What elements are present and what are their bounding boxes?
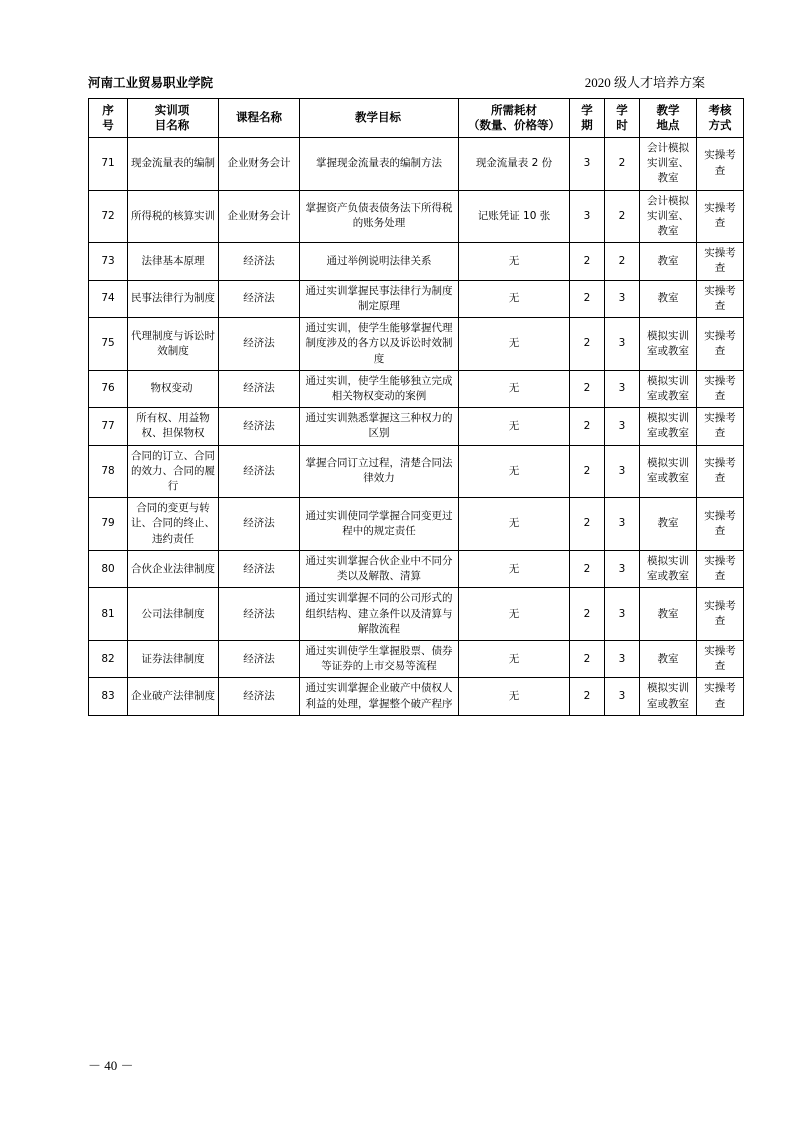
cell-material: 无 [459,678,570,715]
cell-place: 模拟实训室或教室 [640,318,697,371]
cell-no: 77 [89,408,128,445]
table-row [89,498,744,551]
cell-no: 74 [89,280,128,317]
column-header-place [640,99,697,138]
table-row [89,641,744,678]
cell-material: 记账凭证 10 张 [459,190,570,243]
cell-course: 经济法 [219,641,300,678]
table-head [89,99,744,138]
cell-term: 2 [570,498,605,551]
cell-assess: 实操考查 [697,280,744,317]
cell-assess: 实操考查 [697,550,744,587]
table-header-row [89,99,744,138]
cell-no: 73 [89,243,128,280]
table-row [89,370,744,407]
cell-project-name: 合同的变更与转让、合同的终止、违约责任 [128,498,219,551]
cell-project-name: 所得税的核算实训 [128,190,219,243]
cell-term: 3 [570,137,605,190]
cell-hours: 3 [605,550,640,587]
cell-goal: 掌握现金流量表的编制方法 [300,137,459,190]
table-row [89,408,744,445]
table-row [89,588,744,641]
cell-term: 2 [570,445,605,498]
cell-goal: 通过实训熟悉掌握这三种权力的区别 [300,408,459,445]
cell-no: 79 [89,498,128,551]
cell-assess: 实操考查 [697,408,744,445]
table-body [89,137,744,715]
cell-assess: 实操考查 [697,445,744,498]
cell-project-name: 物权变动 [128,370,219,407]
cell-hours: 3 [605,445,640,498]
cell-project-name: 合同的订立、合同的效力、合同的履行 [128,445,219,498]
cell-material: 无 [459,550,570,587]
cell-assess: 实操考查 [697,588,744,641]
cell-hours: 3 [605,641,640,678]
column-header-assess-line1: 考核 [708,103,732,117]
cell-hours: 3 [605,280,640,317]
cell-assess: 实操考查 [697,370,744,407]
cell-place: 模拟实训室或教室 [640,445,697,498]
column-header-material [459,99,570,138]
column-header-hours-line2: 时 [616,117,628,132]
cell-goal: 通过实训，使学生能够独立完成相关物权变动的案例 [300,370,459,407]
cell-no: 78 [89,445,128,498]
cell-material: 无 [459,370,570,407]
cell-course: 经济法 [219,318,300,371]
cell-material: 现金流量表 2 份 [459,137,570,190]
column-header-assess [697,99,744,138]
table-row [89,190,744,243]
cell-term: 2 [570,408,605,445]
cell-goal: 掌握合同订立过程，清楚合同法律效力 [300,445,459,498]
table-row [89,137,744,190]
cell-assess: 实操考查 [697,137,744,190]
cell-material: 无 [459,318,570,371]
cell-no: 83 [89,678,128,715]
table-row [89,243,744,280]
table-row [89,445,744,498]
cell-assess: 实操考查 [697,243,744,280]
column-header-material-line2: （数量、价格等） [468,117,560,132]
column-header-project-name [128,99,219,138]
cell-material: 无 [459,641,570,678]
cell-goal: 通过实训使学生掌握股票、债券等证券的上市交易等流程 [300,641,459,678]
table-row [89,550,744,587]
training-projects-table [88,98,744,716]
cell-term: 2 [570,678,605,715]
cell-term: 2 [570,280,605,317]
cell-goal: 通过举例说明法律关系 [300,243,459,280]
cell-hours: 3 [605,408,640,445]
column-header-course: 课程名称 [219,99,300,138]
cell-hours: 2 [605,190,640,243]
table-row [89,280,744,317]
cell-project-name: 企业破产法律制度 [128,678,219,715]
cell-no: 72 [89,190,128,243]
cell-hours: 3 [605,498,640,551]
column-header-hours-line1: 学 [616,103,628,117]
column-header-place-line2: 地点 [656,117,680,132]
cell-assess: 实操考查 [697,641,744,678]
cell-project-name: 证券法律制度 [128,641,219,678]
page-footer: － 40 － [88,1058,134,1073]
cell-assess: 实操考查 [697,190,744,243]
cell-no: 76 [89,370,128,407]
cell-place: 教室 [640,280,697,317]
column-header-project-name-line1: 实训项 [154,103,190,117]
cell-course: 经济法 [219,370,300,407]
cell-term: 2 [570,243,605,280]
header-left-text: 河南工业贸易职业学院 [88,75,214,90]
column-header-assess-line2: 方式 [708,117,732,132]
cell-term: 2 [570,318,605,371]
cell-no: 82 [89,641,128,678]
cell-term: 2 [570,588,605,641]
cell-goal: 掌握资产负债表债务法下所得税的账务处理 [300,190,459,243]
column-header-no-line2: 号 [102,117,114,132]
cell-course: 经济法 [219,243,300,280]
column-header-term-line2: 期 [581,117,593,132]
cell-course: 经济法 [219,550,300,587]
column-header-term [570,99,605,138]
cell-material: 无 [459,408,570,445]
table-row [89,318,744,371]
column-header-place-line1: 教学 [656,103,680,117]
cell-goal: 通过实训掌握不同的公司形式的组织结构、建立条件以及清算与解散流程 [300,588,459,641]
cell-course: 经济法 [219,678,300,715]
cell-course: 经济法 [219,280,300,317]
cell-hours: 2 [605,243,640,280]
header-right-text: 2020 级人才培养方案 [584,75,705,90]
cell-assess: 实操考查 [697,498,744,551]
page-header [88,72,705,91]
cell-course: 经济法 [219,498,300,551]
table-row [89,678,744,715]
cell-place: 教室 [640,641,697,678]
cell-material: 无 [459,445,570,498]
cell-hours: 3 [605,678,640,715]
cell-no: 81 [89,588,128,641]
cell-material: 无 [459,588,570,641]
cell-place: 模拟实训室或教室 [640,408,697,445]
cell-no: 80 [89,550,128,587]
column-header-no-line1: 序 [102,103,114,117]
cell-hours: 3 [605,588,640,641]
cell-material: 无 [459,498,570,551]
cell-course: 经济法 [219,588,300,641]
cell-term: 2 [570,550,605,587]
cell-project-name: 代理制度与诉讼时效制度 [128,318,219,371]
column-header-goal: 教学目标 [300,99,459,138]
cell-term: 2 [570,370,605,407]
column-header-material-line1: 所需耗材 [491,103,537,117]
column-header-hours [605,99,640,138]
cell-assess: 实操考查 [697,318,744,371]
cell-assess: 实操考查 [697,678,744,715]
cell-project-name: 现金流量表的编制 [128,137,219,190]
cell-hours: 2 [605,137,640,190]
cell-hours: 3 [605,370,640,407]
column-header-term-line1: 学 [581,103,593,117]
cell-place: 模拟实训室或教室 [640,370,697,407]
cell-project-name: 所有权、用益物权、担保物权 [128,408,219,445]
cell-goal: 通过实训掌握合伙企业中不同分类以及解散、清算 [300,550,459,587]
cell-place: 模拟实训室或教室 [640,550,697,587]
cell-project-name: 公司法律制度 [128,588,219,641]
cell-material: 无 [459,243,570,280]
cell-project-name: 民事法律行为制度 [128,280,219,317]
cell-hours: 3 [605,318,640,371]
cell-place: 会计模拟实训室、教室 [640,137,697,190]
cell-goal: 通过实训掌握民事法律行为制度制定原理 [300,280,459,317]
cell-place: 教室 [640,588,697,641]
cell-no: 75 [89,318,128,371]
cell-project-name: 法律基本原理 [128,243,219,280]
cell-course: 企业财务会计 [219,137,300,190]
cell-place: 教室 [640,498,697,551]
cell-term: 3 [570,190,605,243]
cell-place: 教室 [640,243,697,280]
cell-project-name: 合伙企业法律制度 [128,550,219,587]
cell-course: 经济法 [219,408,300,445]
cell-course: 企业财务会计 [219,190,300,243]
cell-term: 2 [570,641,605,678]
cell-course: 经济法 [219,445,300,498]
cell-goal: 通过实训，使学生能够掌握代理制度涉及的各方以及诉讼时效制度 [300,318,459,371]
cell-goal: 通过实训使同学掌握合同变更过程中的规定责任 [300,498,459,551]
column-header-project-name-line2: 目名称 [154,117,190,132]
cell-goal: 通过实训掌握企业破产中债权人利益的处理，掌握整个破产程序 [300,678,459,715]
cell-place: 模拟实训室或教室 [640,678,697,715]
cell-place: 会计模拟实训室、教室 [640,190,697,243]
cell-material: 无 [459,280,570,317]
cell-no: 71 [89,137,128,190]
column-header-no [89,99,128,138]
